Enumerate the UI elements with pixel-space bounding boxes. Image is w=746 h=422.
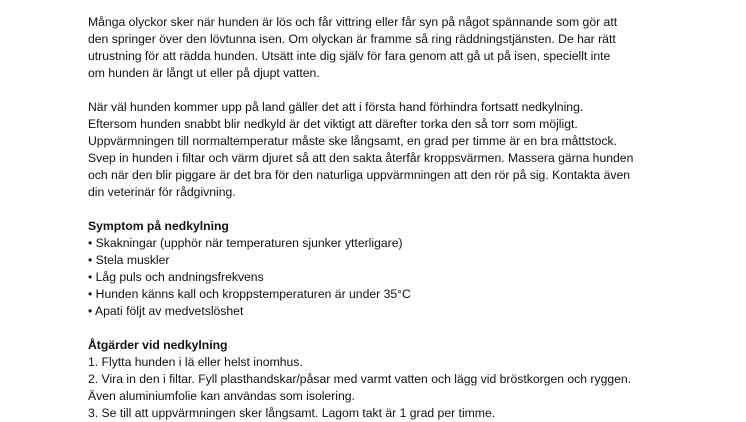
list-item: 3. Se till att uppvärmningen sker långsamt. Lagom takt är 1 grad per timme. — [88, 406, 496, 420]
text-line: Många olyckor sker när hunden är lös och får vittring eller får syn på något spännande som gör att — [88, 15, 618, 29]
list-item: Även aluminiumfolie kan användas som isolering. — [88, 389, 355, 403]
text-line: När väl hunden kommer upp på land gäller det att i första hand förhindra fortsatt nedkylning. — [88, 100, 584, 114]
list-item: • Apati följt av medvetslöshet — [88, 304, 244, 318]
list-item: • Låg puls och andningsfrekvens — [88, 270, 264, 284]
symptoms-list — [88, 235, 746, 320]
text-line: den springer över den lövtunna isen. Om olyckan är framme så ring räddningstjänsten. De har rätt — [88, 32, 616, 46]
care-paragraph — [88, 99, 746, 201]
text-line: Svep in hunden i filtar och värm djuret så att den sakta återfår kroppsvärmen. Massera gärna hunden — [88, 151, 634, 165]
text-line: om hunden är långt ut eller på djupt vatten. — [88, 66, 320, 80]
text-line: Eftersom hunden snabbt blir nedkyld är det viktigt att därefter torka den så torr som möjligt. — [88, 117, 578, 131]
intro-paragraph — [88, 14, 746, 82]
list-item: • Hunden känns kall och kroppstemperaturen är under 35°C — [88, 287, 411, 301]
list-item: • Skakningar (upphör när temperaturen sjunker ytterligare) — [88, 236, 403, 250]
text-line: Uppvärmningen till normaltemperatur måste ske långsamt, en grad per timme är en bra måttstock. — [88, 134, 618, 148]
list-item: 1. Flytta hunden i lä eller helst inomhus. — [88, 355, 303, 369]
text-line: din veterinär för rådgivning. — [88, 185, 236, 199]
actions-heading: Åtgärder vid nedkylning — [88, 338, 228, 352]
actions-list — [88, 354, 746, 422]
text-line: utrustning för att rädda hunden. Utsätt inte dig själv för fara genom att gå ut på isen, speciellt inte — [88, 49, 611, 63]
list-item: 2. Vira in den i filtar. Fyll plasthandskar/påsar med varmt vatten och lägg vid bröstkorgen och ryggen. — [88, 372, 632, 386]
symptoms-heading: Symptom på nedkylning — [88, 219, 229, 233]
paragraph-gap — [88, 201, 746, 218]
paragraph-gap — [88, 82, 746, 99]
paragraph-gap — [88, 320, 746, 337]
list-item: • Stela muskler — [88, 253, 170, 267]
text-line: och när den blir piggare är det bra för den naturliga uppvärmningen att den rör på sig. Kontakta även — [88, 168, 631, 182]
